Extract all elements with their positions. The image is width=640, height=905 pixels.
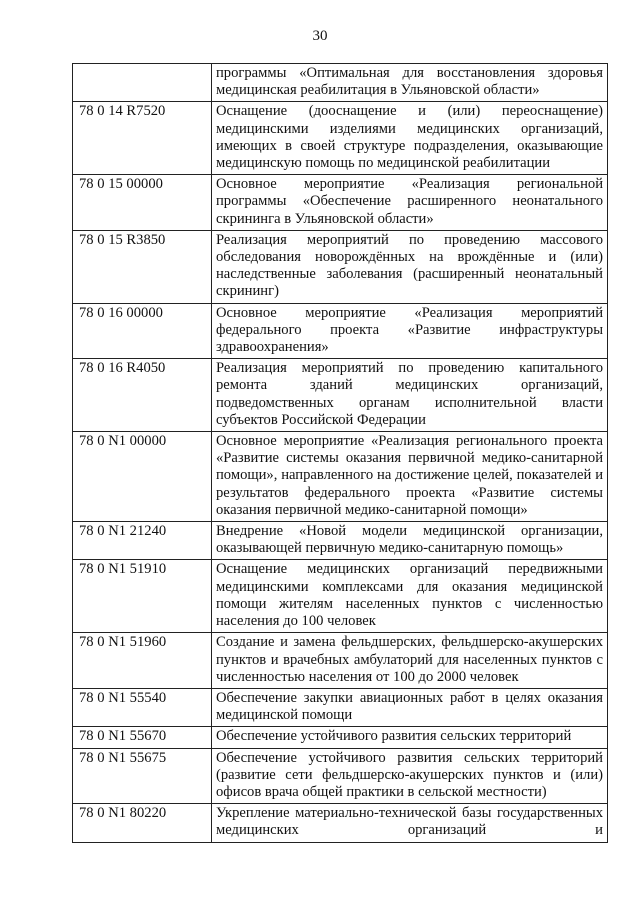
table-row	[73, 748, 608, 804]
code-cell: 78 0 15 R3850	[73, 230, 212, 303]
description-cell: Создание и замена фельдшерских, фельдшерско-акушерских пунктов и врачебных амбулаторий для населенных пунктов с численностью населения от 100 до 2000 человек	[212, 633, 608, 689]
page-number: 30	[312, 28, 328, 44]
table-row	[73, 102, 608, 175]
table-row	[73, 804, 608, 842]
description-cell: Реализация мероприятий по проведению массового обследования новорождённых на врождённые и (или) наследственные заболевания (расширенный неонатальный скрининг)	[212, 230, 608, 303]
description-cell: программы «Оптимальная для восстановления здоровья медицинская реабилитация в Ульяновской области»	[212, 64, 608, 102]
description-cell: Основное мероприятие «Реализация региональной программы «Обеспечение расширенного неонатального скрининга в Ульяновской области»	[212, 175, 608, 231]
code-cell: 78 0 16 R4050	[73, 359, 212, 432]
code-cell: 78 0 N1 51910	[73, 560, 212, 633]
table-row	[73, 688, 608, 726]
description-cell: Обеспечение устойчивого развития сельских территорий	[212, 727, 608, 748]
table-row	[73, 64, 608, 102]
description-cell: Оснащение медицинских организаций передвижными медицинскими комплексами для оказания медицинской помощи жителям населенных пунктов с численностью населения до 100 человек	[212, 560, 608, 633]
table-row	[73, 560, 608, 633]
description-cell: Внедрение «Новой модели медицинской организации, оказывающей первичную медико-санитарную помощь»	[212, 522, 608, 560]
description-cell: Основное мероприятие «Реализация мероприятий федерального проекта «Развитие инфраструктуры здравоохранения»	[212, 303, 608, 359]
table-row	[73, 522, 608, 560]
table-row	[73, 175, 608, 231]
description-cell: Обеспечение устойчивого развития сельских территорий (развитие сети фельдшерско-акушерских пунктов и (или) офисов врача общей практики в сельской местности)	[212, 748, 608, 804]
code-cell: 78 0 N1 55675	[73, 748, 212, 804]
description-cell: Оснащение (дооснащение и (или) переоснащение) медицинскими изделиями медицинских организаций, имеющих в своей структуре подразделения, оказывающие медицинскую помощь по медицинской реабилитации	[212, 102, 608, 175]
code-cell: 78 0 N1 55670	[73, 727, 212, 748]
description-cell: Укрепление материально-технической базы государственных медицинских организаций и	[212, 804, 608, 842]
code-cell	[73, 64, 212, 102]
code-cell: 78 0 N1 21240	[73, 522, 212, 560]
table-row	[73, 633, 608, 689]
table-row	[73, 432, 608, 522]
table-row	[73, 230, 608, 303]
code-cell: 78 0 16 00000	[73, 303, 212, 359]
description-cell: Реализация мероприятий по проведению капитального ремонта зданий медицинских организаций, подведомственных органам исполнительной власти субъектов Российской Федерации	[212, 359, 608, 432]
description-cell: Основное мероприятие «Реализация регионального проекта «Развитие системы оказания первичной медико-санитарной помощи», направленного на достижение целей, показателей и результатов федерального проекта «Развитие системы оказания первичной медико-санитарной помощи»	[212, 432, 608, 522]
table-row	[73, 727, 608, 748]
code-cell: 78 0 14 R7520	[73, 102, 212, 175]
table-row	[73, 359, 608, 432]
code-cell: 78 0 N1 51960	[73, 633, 212, 689]
code-cell: 78 0 15 00000	[73, 175, 212, 231]
code-cell: 78 0 N1 80220	[73, 804, 212, 842]
table-row	[73, 303, 608, 359]
description-cell: Обеспечение закупки авиационных работ в целях оказания медицинской помощи	[212, 688, 608, 726]
code-cell: 78 0 N1 00000	[73, 432, 212, 522]
code-cell: 78 0 N1 55540	[73, 688, 212, 726]
budget-classification-table	[72, 63, 608, 843]
